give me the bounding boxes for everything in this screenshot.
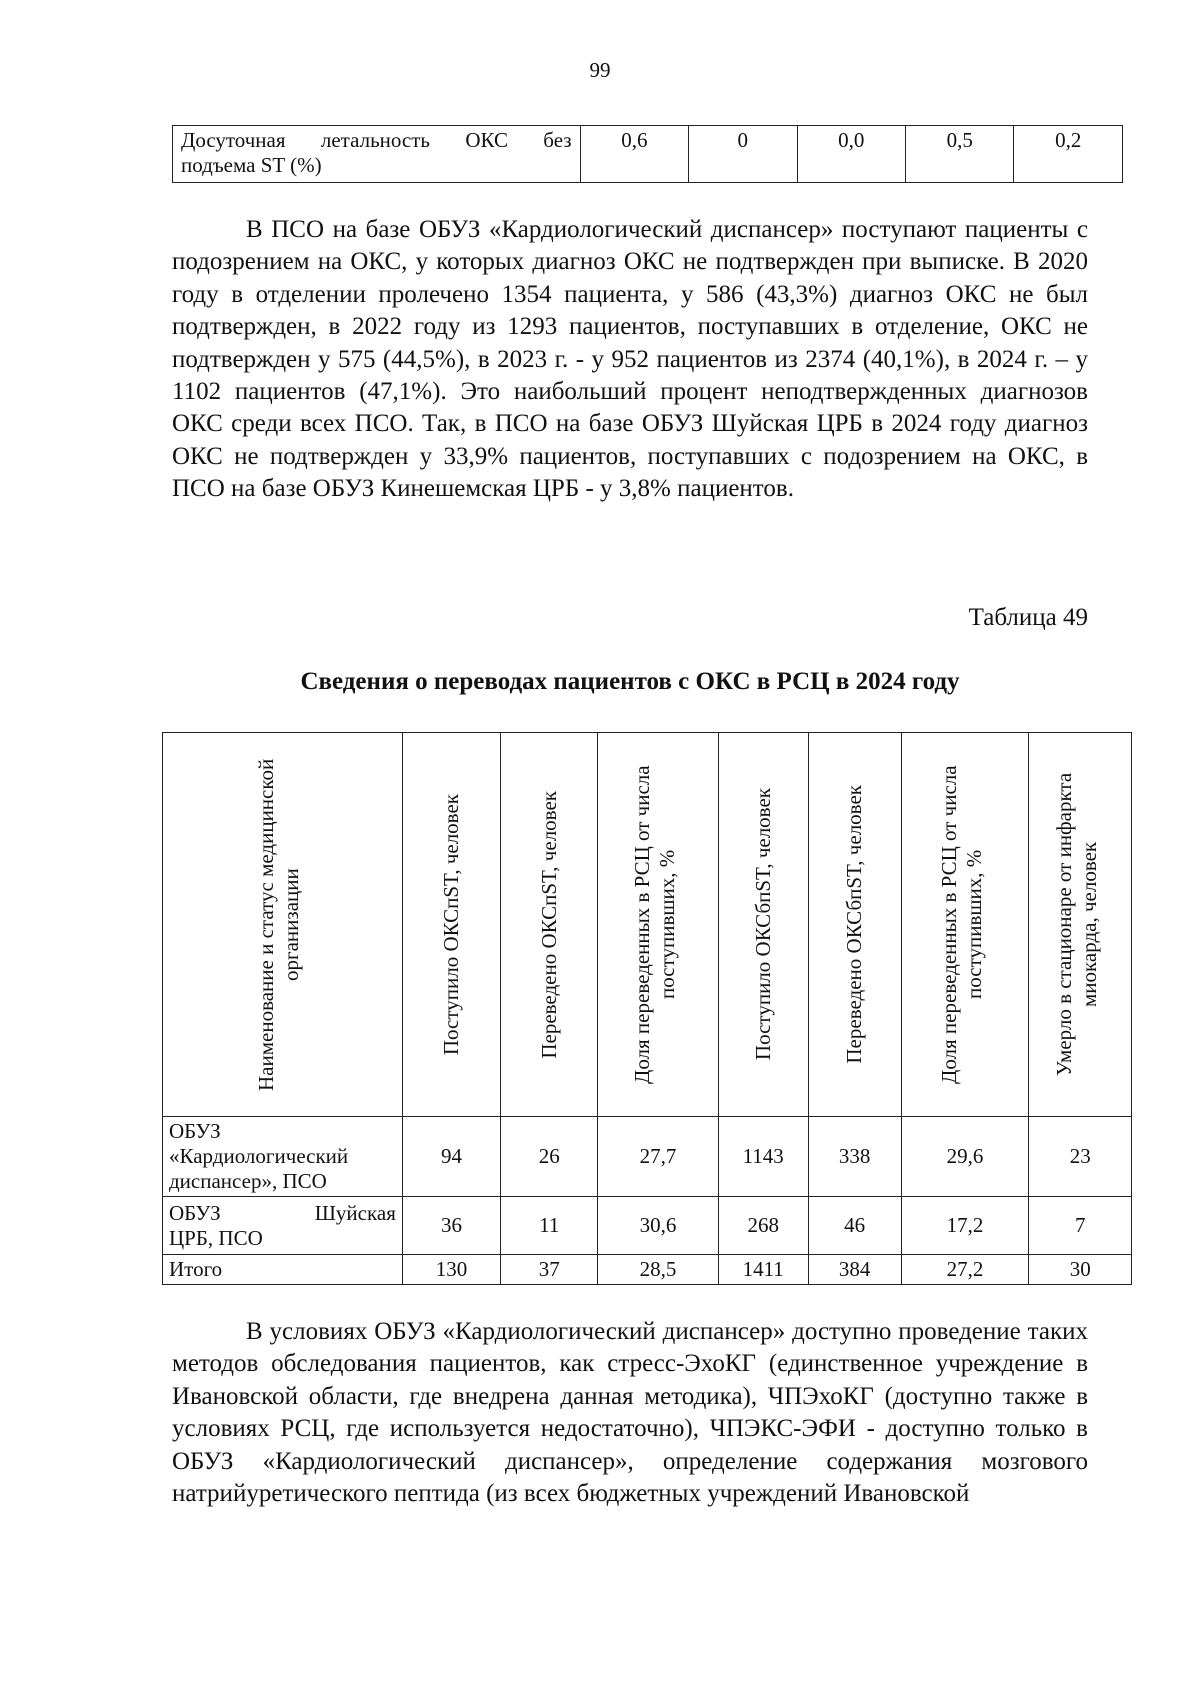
table-caption: Таблица 49 bbox=[968, 604, 1088, 631]
table-title: Сведения о переводах пациентов с ОКС в РСЦ в 2024 году bbox=[300, 668, 960, 695]
row-label-line2: подъема ST (%) bbox=[181, 153, 322, 177]
column-header: Умерло в стационаре от инфаркта миокарда, человек bbox=[1029, 733, 1132, 1117]
row-label bbox=[173, 126, 581, 183]
table-cell: 94 bbox=[402, 1117, 500, 1197]
table-cell: 268 bbox=[718, 1197, 808, 1255]
table-row bbox=[163, 1117, 1132, 1197]
table-cell: 1411 bbox=[718, 1255, 808, 1285]
table-cell: 30,6 bbox=[598, 1197, 718, 1255]
table-header-row bbox=[163, 733, 1132, 1117]
table-cell: 27,2 bbox=[901, 1255, 1029, 1285]
continuation-table bbox=[172, 125, 1123, 183]
table-row bbox=[163, 1197, 1132, 1255]
table-cell: 0,6 bbox=[580, 126, 688, 183]
column-header: Поступило ОКСбпST, человек bbox=[718, 733, 808, 1117]
table-cell: 0,0 bbox=[797, 126, 905, 183]
org-name-line2: ЦРБ, ПСО bbox=[169, 1225, 263, 1250]
table-cell: 0 bbox=[689, 126, 797, 183]
table-row-total bbox=[163, 1255, 1132, 1285]
table-cell: 11 bbox=[501, 1197, 598, 1255]
table-cell: 0,5 bbox=[906, 126, 1014, 183]
table-cell: 17,2 bbox=[901, 1197, 1029, 1255]
column-header: Доля переведенных в РСЦ от числа поступивших, % bbox=[901, 733, 1029, 1117]
column-header: Доля переведенных в РСЦ от числа поступивших, % bbox=[598, 733, 718, 1117]
table-cell: 46 bbox=[808, 1197, 901, 1255]
org-name bbox=[163, 1197, 403, 1255]
table-cell: 338 bbox=[808, 1117, 901, 1197]
table-cell: 27,7 bbox=[598, 1117, 718, 1197]
table-cell: 36 bbox=[402, 1197, 500, 1255]
column-header: Наименование и статус медицинской организации bbox=[163, 733, 403, 1117]
table-cell: 1143 bbox=[718, 1117, 808, 1197]
row-label-line1: Досуточная летальность ОКС без bbox=[181, 128, 572, 152]
table-cell: 23 bbox=[1029, 1117, 1132, 1197]
org-name: Итого bbox=[163, 1255, 403, 1285]
table-row bbox=[173, 126, 1123, 183]
table-cell: 0,2 bbox=[1014, 126, 1123, 183]
column-header: Переведено ОКСпST, человек bbox=[501, 733, 598, 1117]
table-cell: 26 bbox=[501, 1117, 598, 1197]
table-cell: 30 bbox=[1029, 1255, 1132, 1285]
paragraph-2: В условиях ОБУЗ «Кардиологический диспансер» доступно проведение таких методов обследования пациентов, как стресс-ЭхоКГ (единственное учреждение в Ивановской области, где внедрена данная методика), ЧПЭхоКГ (доступно также в условиях РСЦ, где используется недостаточно), ЧПЭКС-ЭФИ - доступно только в ОБУЗ «Кардиологический диспансер», определение содержания мозгового натрийуретического пептида (из всех бюджетных учреждений Ивановской bbox=[172, 1318, 1088, 1508]
table-cell: 37 bbox=[501, 1255, 598, 1285]
org-name-line1: ОБУЗ Шуйская bbox=[169, 1200, 396, 1225]
paragraph-1: В ПСО на базе ОБУЗ «Кардиологический диспансер» поступают пациенты с подозрением на ОКС, у которых диагноз ОКС не подтвержден при выписке. В 2020 году в отделении пролечено 1354 пациента, у 586 (43,3%) диагноз ОКС не был подтвержден, в 2022 году из 1293 пациентов, поступавших в отделение, ОКС не подтвержден у 575 (44,5%), в 2023 г. - у 952 пациентов из 2374 (40,1%), в 2024 г. – у 1102 пациентов (47,1%). Это наибольший процент неподтвержденных диагнозов ОКС среди всех ПСО. Так, в ПСО на базе ОБУЗ Шуйская ЦРБ в 2024 году диагноз ОКС не подтвержден у 33,9% пациентов, поступавших с подозрением на ОКС, в ПСО на базе ОБУЗ Кинешемская ЦРБ - у 3,8% пациентов. bbox=[172, 216, 1088, 503]
transfers-table bbox=[162, 732, 1132, 1285]
column-header: Переведено ОКСбпST, человек bbox=[808, 733, 901, 1117]
table-cell: 130 bbox=[402, 1255, 500, 1285]
column-header: Поступило ОКСпST, человек bbox=[402, 733, 500, 1117]
table-cell: 7 bbox=[1029, 1197, 1132, 1255]
table-cell: 384 bbox=[808, 1255, 901, 1285]
table-cell: 28,5 bbox=[598, 1255, 718, 1285]
table-cell: 29,6 bbox=[901, 1117, 1029, 1197]
org-name: ОБУЗ «Кардиологический диспансер», ПСО bbox=[163, 1117, 403, 1197]
page-number: 99 bbox=[589, 58, 611, 82]
